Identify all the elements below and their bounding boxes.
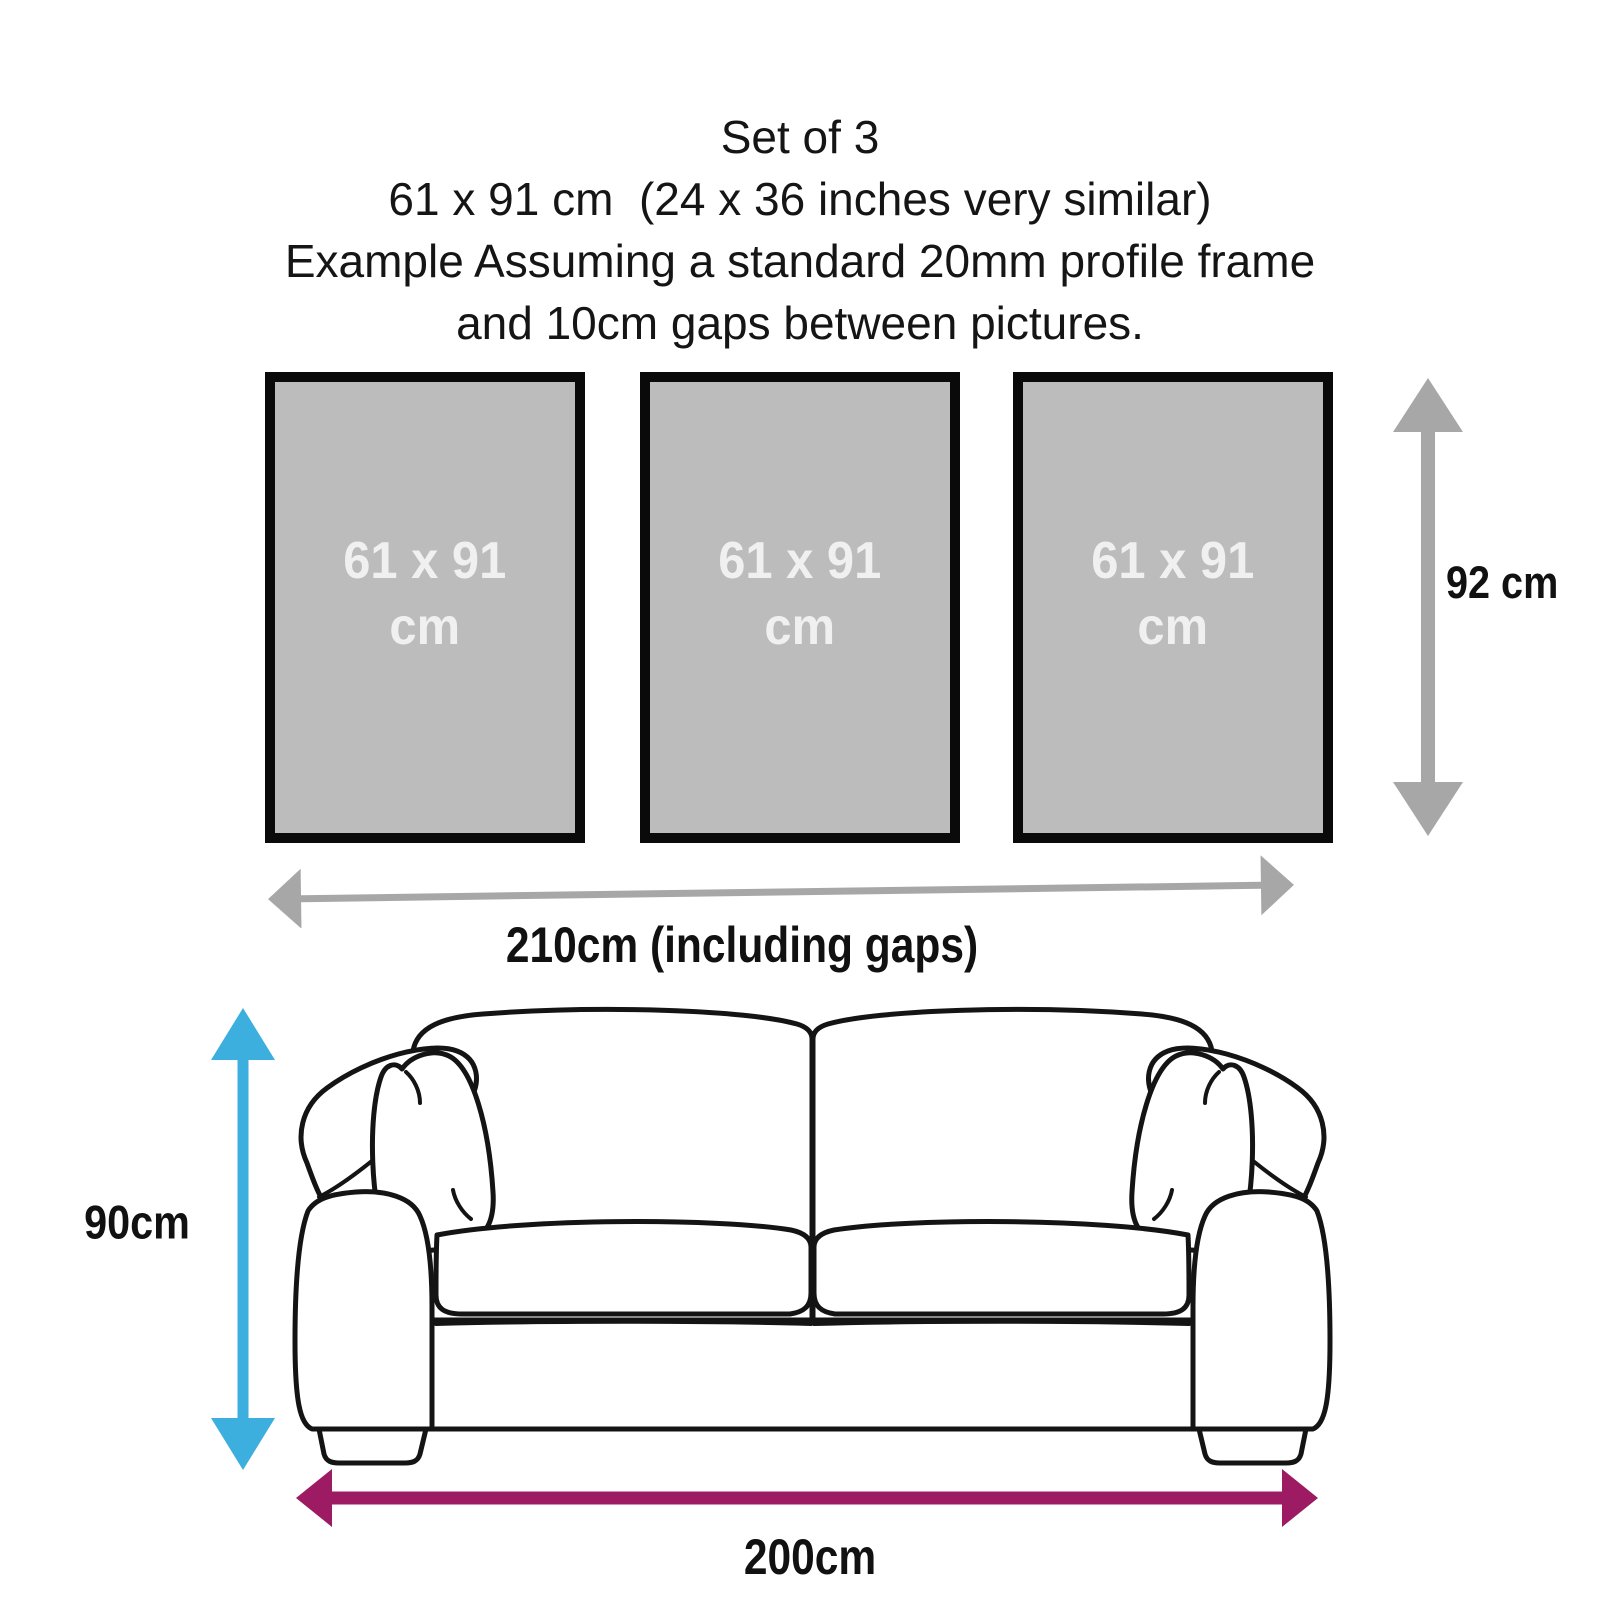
picture-frame-3 [1013, 372, 1333, 843]
frame-height-label: 92 cm [1446, 557, 1559, 608]
frame-size-label [718, 528, 881, 660]
frame-size-unit: cm [1137, 597, 1209, 656]
frame-size-unit: cm [764, 597, 836, 656]
frame-size-value: 61 x 91 [1091, 531, 1255, 590]
picture-frame-1 [265, 372, 585, 843]
sofa-width-arrow-icon [296, 1466, 1318, 1530]
title-line-3: Example Assuming a standard 20mm profile frame [284, 235, 1316, 287]
title-line-2: 61 x 91 cm (24 x 36 inches very similar) [388, 173, 1212, 225]
frame-size-label [1091, 528, 1254, 660]
diagram-title [0, 106, 1600, 354]
frame-size-label [343, 528, 506, 660]
frame-size-value: 61 x 91 [718, 531, 882, 590]
sofa-illustration [285, 975, 1340, 1470]
sofa-width-label: 200cm [743, 1529, 877, 1585]
frame-size-unit: cm [389, 597, 461, 656]
picture-frame-2 [640, 372, 960, 843]
frame-size-value: 61 x 91 [343, 531, 507, 590]
title-line-4: and 10cm gaps between pictures. [456, 297, 1144, 349]
total-width-label: 210cm (including gaps) [505, 917, 979, 973]
title-line-1: Set of 3 [720, 111, 880, 163]
sofa-height-label: 90cm [84, 1195, 190, 1249]
